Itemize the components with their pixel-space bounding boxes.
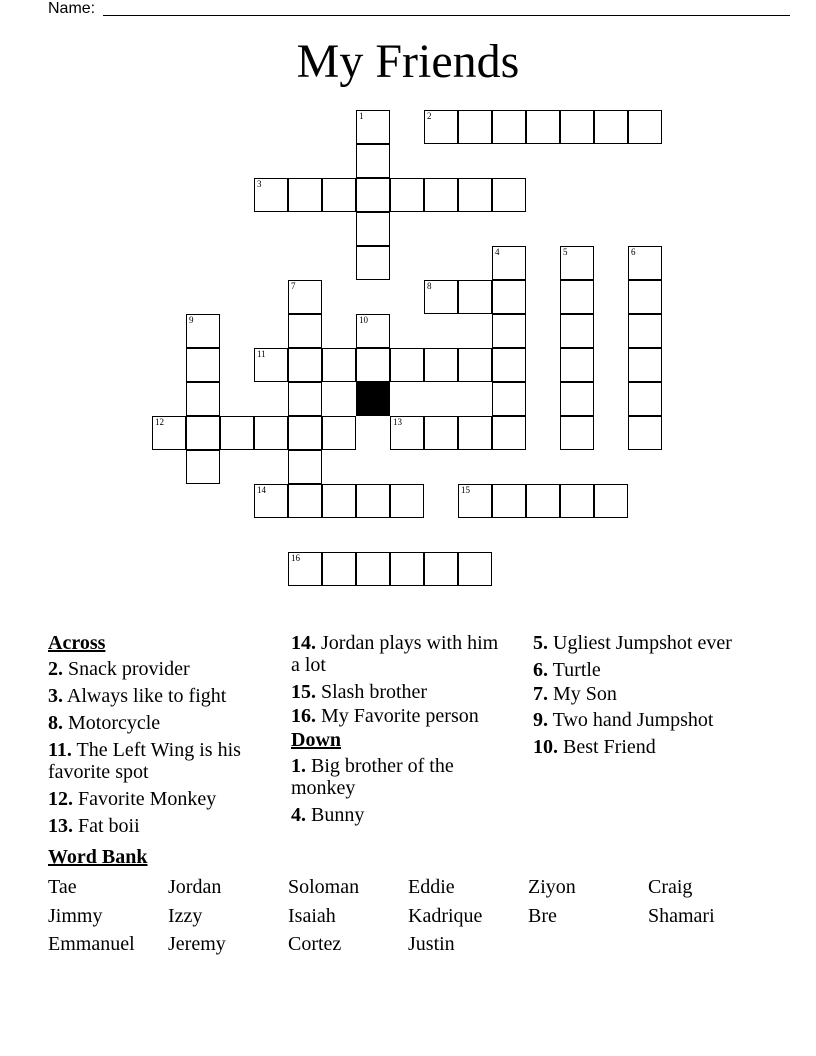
grid-cell[interactable] — [186, 348, 220, 382]
grid-cell[interactable] — [356, 110, 390, 144]
word-bank-item: Ziyon — [528, 876, 576, 898]
grid-cell[interactable] — [492, 348, 526, 382]
grid-cell[interactable] — [288, 280, 322, 314]
word-bank-item: Craig — [648, 876, 693, 898]
across-heading: Across — [48, 632, 106, 654]
clue-across-14: 14. Jordan plays with him a lot — [291, 632, 499, 676]
grid-cell[interactable] — [628, 110, 662, 144]
grid-cell[interactable] — [322, 178, 356, 212]
grid-cell[interactable] — [186, 416, 220, 450]
clue-across-2: 2. Snack provider — [48, 658, 190, 680]
grid-cell[interactable] — [322, 484, 356, 518]
clue-number: 15 — [461, 485, 470, 495]
clues-column-2 — [291, 632, 511, 831]
clue-across-8: 8. Motorcycle — [48, 712, 161, 734]
grid-cell[interactable] — [390, 552, 424, 586]
grid-cell[interactable] — [560, 416, 594, 450]
grid-cell[interactable] — [492, 382, 526, 416]
grid-cell[interactable] — [424, 552, 458, 586]
name-label: Name: — [48, 0, 96, 17]
clue-number: 3 — [257, 179, 262, 189]
grid-cell[interactable] — [526, 484, 560, 518]
clue-number: 12 — [155, 417, 164, 427]
grid-cell[interactable] — [322, 348, 356, 382]
grid-cell[interactable] — [492, 416, 526, 450]
grid-cell[interactable] — [288, 348, 322, 382]
clue-number: 13 — [393, 417, 402, 427]
word-bank-item: Eddie — [408, 876, 455, 898]
grid-cell[interactable] — [288, 450, 322, 484]
clues-column-3 — [533, 632, 763, 763]
clue-number: 10 — [359, 315, 368, 325]
grid-cell[interactable] — [458, 280, 492, 314]
grid-cell[interactable] — [288, 552, 322, 586]
clue-across-12: 12. Favorite Monkey — [48, 788, 217, 810]
grid-cell[interactable] — [186, 382, 220, 416]
word-bank-item: Emmanuel — [48, 933, 135, 955]
grid-cell[interactable] — [356, 484, 390, 518]
clue-down-1: 1. Big brother of the monkey — [291, 755, 454, 799]
grid-cell[interactable] — [628, 314, 662, 348]
grid-cell[interactable] — [390, 348, 424, 382]
grid-cell[interactable] — [628, 280, 662, 314]
grid-cell[interactable] — [560, 484, 594, 518]
clue-number: 4 — [495, 247, 500, 257]
clue-number: 9 — [189, 315, 194, 325]
word-bank-item: Cortez — [288, 933, 342, 955]
word-bank-item: Shamari — [648, 905, 715, 927]
grid-cell[interactable] — [152, 416, 186, 450]
grid-cell[interactable] — [288, 484, 322, 518]
word-bank-item: Justin — [408, 933, 455, 955]
grid-cell[interactable] — [356, 552, 390, 586]
grid-cell[interactable] — [356, 144, 390, 178]
grid-cell[interactable] — [424, 110, 458, 144]
grid-cell[interactable] — [288, 416, 322, 450]
word-bank-item: Soloman — [288, 876, 360, 898]
grid-cell[interactable] — [458, 552, 492, 586]
grid-cell[interactable] — [560, 382, 594, 416]
clue-across-13: 13. Fat boii — [48, 815, 140, 837]
clue-down-4: 4. Bunny — [291, 804, 365, 826]
grid-cell[interactable] — [458, 416, 492, 450]
word-bank-item: Bre — [528, 905, 557, 927]
clue-across-3: 3. Always like to fight — [48, 685, 227, 707]
grid-cell[interactable] — [628, 246, 662, 280]
word-bank-item: Isaiah — [288, 905, 336, 927]
grid-cell[interactable] — [560, 280, 594, 314]
grid-cell[interactable] — [288, 382, 322, 416]
grid-cell[interactable] — [322, 552, 356, 586]
word-bank-item: Jordan — [168, 876, 222, 898]
grid-cell[interactable] — [390, 484, 424, 518]
grid-cell[interactable] — [594, 484, 628, 518]
grid-cell[interactable] — [220, 416, 254, 450]
clue-number: 16 — [291, 553, 300, 563]
grid-cell[interactable] — [424, 280, 458, 314]
page-title: My Friends — [296, 35, 520, 88]
grid-cell[interactable] — [492, 246, 526, 280]
clues-column-1 — [48, 632, 278, 842]
word-bank-item: Kadrique — [408, 905, 483, 927]
grid-cell[interactable] — [356, 314, 390, 348]
word-bank-title: Word Bank — [48, 846, 148, 868]
clue-across-16: 16. My Favorite person — [291, 705, 479, 727]
grid-cell[interactable] — [594, 110, 628, 144]
grid-cell[interactable] — [356, 178, 390, 212]
clue-number: 14 — [257, 485, 266, 495]
clue-number: 11 — [257, 349, 266, 359]
word-bank-item: Jimmy — [48, 905, 103, 927]
grid-cell[interactable] — [560, 110, 594, 144]
grid-cell[interactable] — [492, 280, 526, 314]
grid-cell[interactable] — [390, 416, 424, 450]
clue-down-5: 5. Ugliest Jumpshot ever — [533, 632, 732, 654]
grid-cell[interactable] — [458, 110, 492, 144]
down-heading: Down — [291, 729, 342, 751]
grid-cell[interactable] — [458, 178, 492, 212]
grid-cell[interactable] — [492, 110, 526, 144]
grid-cell[interactable] — [186, 314, 220, 348]
black-square — [356, 382, 390, 416]
grid-cell[interactable] — [356, 212, 390, 246]
grid-cell[interactable] — [254, 348, 288, 382]
clue-number: 6 — [631, 247, 636, 257]
clue-number: 7 — [291, 281, 296, 291]
grid-cell[interactable] — [492, 314, 526, 348]
clue-down-7: 7. My Son — [533, 683, 617, 705]
clue-down-10: 10. Best Friend — [533, 736, 656, 758]
grid-cell[interactable] — [560, 348, 594, 382]
clue-number: 1 — [359, 111, 364, 121]
grid-cell[interactable] — [356, 246, 390, 280]
word-bank-item: Izzy — [168, 905, 203, 927]
clue-number: 5 — [563, 247, 568, 257]
word-bank-item: Jeremy — [168, 933, 226, 955]
grid-cell[interactable] — [322, 416, 356, 450]
grid-cell[interactable] — [288, 314, 322, 348]
grid-cell[interactable] — [628, 382, 662, 416]
clue-number: 8 — [427, 281, 432, 291]
clue-across-15: 15. Slash brother — [291, 681, 428, 703]
grid-cell[interactable] — [628, 348, 662, 382]
grid-cell[interactable] — [560, 246, 594, 280]
grid-cell[interactable] — [424, 178, 458, 212]
grid-cell[interactable] — [424, 416, 458, 450]
clue-across-11: 11. The Left Wing is his favorite spot — [48, 739, 241, 783]
grid-cell[interactable] — [288, 178, 322, 212]
grid-cell[interactable] — [458, 348, 492, 382]
grid-cell[interactable] — [628, 416, 662, 450]
grid-cell[interactable] — [458, 484, 492, 518]
clue-number: 2 — [427, 111, 432, 121]
clue-down-6: 6. Turtle — [533, 659, 601, 681]
grid-cell[interactable] — [254, 484, 288, 518]
grid-cell[interactable] — [424, 348, 458, 382]
grid-cell[interactable] — [526, 110, 560, 144]
grid-cell[interactable] — [186, 450, 220, 484]
grid-cell[interactable] — [254, 178, 288, 212]
grid-cell[interactable] — [560, 314, 594, 348]
grid-cell[interactable] — [492, 484, 526, 518]
grid-cell[interactable] — [254, 416, 288, 450]
grid-cell[interactable] — [492, 178, 526, 212]
clue-down-9: 9. Two hand Jumpshot — [533, 709, 714, 731]
grid-cell[interactable] — [390, 178, 424, 212]
grid-cell[interactable] — [356, 348, 390, 382]
word-bank-item: Tae — [48, 876, 77, 898]
